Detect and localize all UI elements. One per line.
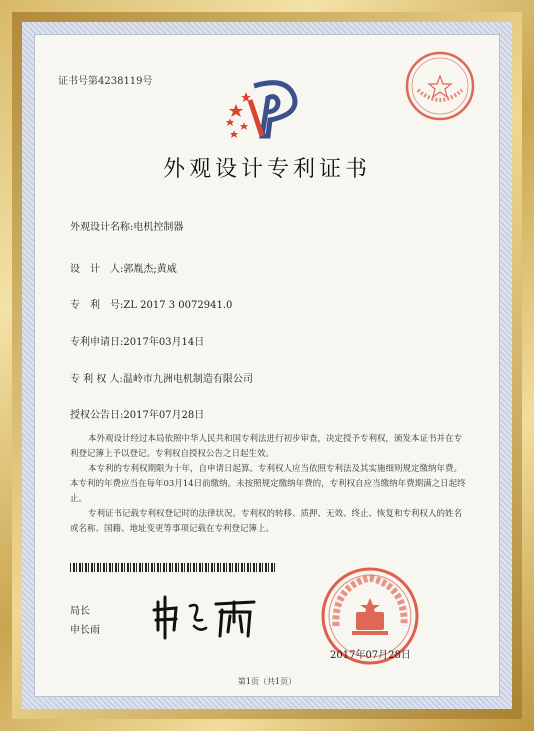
field-grant-date [70, 406, 204, 421]
special-seal-stamp [404, 50, 476, 122]
paragraph: 本专利的专利权期限为十年，自申请日起算。专利权人应当依照专利法及其实施细则规定缴纳年费。本专利的年费应当在每年03月14日前缴纳。未按照规定缴纳年费的，专利权自应当缴纳年费期满之日起终止。 [70, 464, 466, 504]
field-value: 郭胤杰;黄威 [123, 264, 177, 275]
field-designer [70, 260, 177, 275]
field-value: 电机控制器 [133, 222, 184, 233]
director-signature [150, 592, 270, 642]
sipo-logo-icon [224, 78, 304, 140]
field-label: 专 利 号: [70, 300, 124, 311]
field-design-name [70, 218, 183, 233]
director-title: 局长 [70, 606, 90, 617]
field-patent-number [70, 296, 232, 311]
paragraph: 专利证书记载专利权登记时的法律状况。专利权的转移、质押、无效、终止、恢复和专利权人的姓名或名称、国籍、地址变更等事项记载在专利登记簿上。 [70, 509, 463, 534]
director-name: 申长雨 [70, 625, 100, 636]
paragraph: 本外观设计经过本局依照中华人民共和国专利法进行初步审查，决定授予专利权，颁发本证书并在专利登记簿上予以登记。专利权自授权公告之日起生效。 [70, 434, 463, 459]
field-label: 授权公告日: [70, 410, 124, 421]
field-application-date [70, 333, 204, 348]
field-value: 2017年03月14日 [123, 337, 205, 348]
field-value: ZL 2017 3 0072941.0 [123, 300, 233, 311]
field-label: 专利申请日: [70, 337, 124, 348]
body-text [70, 432, 470, 537]
field-label: 外观设计名称: [70, 222, 134, 233]
certificate-title: 外观设计专利证书 [162, 157, 371, 182]
field-value: 2017年07月28日 [123, 410, 205, 421]
field-patentee [70, 370, 253, 385]
field-value: 温岭市九洲电机制造有限公司 [122, 374, 253, 385]
field-label: 专 利 权 人: [70, 374, 123, 385]
certificate-number: 证书号第4238119号 [58, 76, 153, 87]
field-label: 设 计 人: [70, 264, 124, 275]
barcode [70, 563, 275, 572]
page-number: 第1页（共1页） [237, 677, 297, 686]
issue-date: 2017年07月28日 [330, 650, 411, 661]
